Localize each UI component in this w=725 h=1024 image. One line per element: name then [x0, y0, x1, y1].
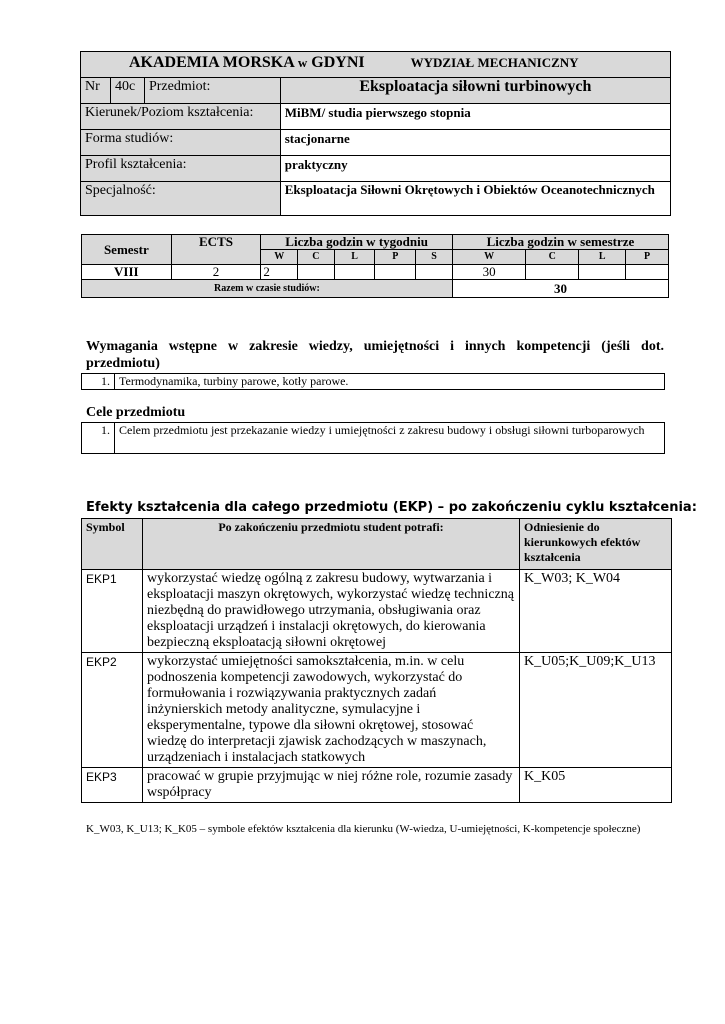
semester-header: Semestr: [82, 235, 172, 265]
effects-col-symbol: Symbol: [82, 519, 143, 570]
profile-label: Profil kształcenia:: [81, 156, 281, 182]
semester-col-w: W: [452, 250, 525, 265]
subject-label: Przedmiot:: [144, 78, 280, 104]
weekly-col-c: C: [298, 250, 335, 265]
hours-table: [81, 234, 669, 298]
footnote: K_W03, K_U13; K_K05 – symbole efektów kształcenia dla kierunku (W-wiedza, U-umiejętności, K-kompetencje społeczne): [86, 823, 641, 835]
effect-text: pracować w grupie przyjmując w niej różne role, rozumie zasady współpracy: [143, 768, 520, 803]
direction-value: MiBM/ studia pierwszego stopnia: [280, 104, 670, 130]
semester-value-l: [579, 265, 626, 280]
requirements-table: [81, 373, 665, 390]
effect-reference: K_W03; K_W04: [520, 570, 672, 653]
weekly-col-s: S: [416, 250, 453, 265]
course-header-table: [80, 51, 671, 216]
effect-text: wykorzystać wiedzę ogólną z zakresu budowy, wytwarzania i eksploatacji maszyn okrętowych, wykorzystać wiedzę techniczną niezbędną do prawidłowego utrzymania, obsługiwania oraz eksploatacji urządzeń i instalacji okrętowych, do kierowania bezpieczną eksploatacją siłowni okrętowej: [143, 570, 520, 653]
table-row: [82, 768, 672, 803]
weekly-col-w: W: [261, 250, 298, 265]
weekly-value-l: [334, 265, 375, 280]
effect-text: wykorzystać umiejętności samokształcenia, m.in. w celu podnoszenia kompetencji zawodowych, wykorzystać do formułowania i rozwiązywania praktycznych zadań inżynierskich metody analityczne, symulacyjne i eksperymentalne, typowe dla siłowni okrętowej, stosować wiedzę do interpretacji zjawisk zachodzących w maszynach, urządzeniach i instalacjach statkowych: [143, 653, 520, 768]
effect-symbol: EKP3: [82, 768, 143, 803]
requirement-number: 1.: [82, 374, 115, 390]
effect-reference: K_K05: [520, 768, 672, 803]
requirements-title: Wymagania wstępne w zakresie wiedzy, umiejętności i innych kompetencji (jeśli dot. przedmiotu): [86, 339, 664, 371]
table-row: [82, 570, 672, 653]
table-row: [82, 653, 672, 768]
semester-hours-header: Liczba godzin w semestrze: [452, 235, 668, 250]
semester-col-p: P: [626, 250, 669, 265]
nr-value: 40c: [110, 78, 144, 104]
title-cell: [81, 52, 671, 78]
weekly-value-p: [375, 265, 416, 280]
effect-symbol: EKP2: [82, 653, 143, 768]
semester-col-l: L: [579, 250, 626, 265]
faculty-name: WYDZIAŁ MECHANICZNY: [410, 55, 579, 70]
semester-value: VIII: [82, 265, 172, 280]
requirement-text: Termodynamika, turbiny parowe, kotły parowe.: [115, 374, 665, 390]
semester-col-c: C: [526, 250, 579, 265]
semester-value-p: [626, 265, 669, 280]
total-value: 30: [452, 280, 668, 298]
effect-symbol: EKP1: [82, 570, 143, 653]
weekly-hours-header: Liczba godzin w tygodniu: [261, 235, 453, 250]
goal-text: Celem przedmiotu jest przekazanie wiedzy i umiejętności z zakresu budowy i obsługi siłowni turboparowych: [115, 423, 665, 454]
list-item: [82, 423, 665, 454]
weekly-col-p: P: [375, 250, 416, 265]
direction-label: Kierunek/Poziom kształcenia:: [81, 104, 281, 130]
list-item: [82, 374, 665, 390]
specialty-label: Specjalność:: [81, 182, 281, 216]
form-value: stacjonarne: [280, 130, 670, 156]
weekly-col-l: L: [334, 250, 375, 265]
nr-label: Nr: [81, 78, 111, 104]
weekly-value-w: 2: [261, 265, 298, 280]
weekly-value-c: [298, 265, 335, 280]
ects-header: ECTS: [171, 235, 261, 265]
weekly-value-s: [416, 265, 453, 280]
effects-table: [81, 518, 672, 803]
effects-title: Efekty kształcenia dla całego przedmiotu (EKP) – po zakończeniu cyklu kształcenia:: [86, 500, 697, 515]
semester-value-c: [526, 265, 579, 280]
goals-table: [81, 422, 665, 454]
goal-number: 1.: [82, 423, 115, 454]
ects-value: 2: [171, 265, 261, 280]
specialty-value: Eksploatacja Siłowni Okrętowych i Obiektów Oceanotechnicznych: [280, 182, 670, 216]
effect-reference: K_U05;K_U09;K_U13: [520, 653, 672, 768]
subject-value: Eksploatacja siłowni turbinowych: [280, 78, 670, 104]
academy-name: AKADEMIA MORSKA w GDYNI: [129, 54, 365, 71]
profile-value: praktyczny: [280, 156, 670, 182]
effects-col-reference: Odniesienie do kierunkowych efektów kształcenia: [520, 519, 672, 570]
total-label: Razem w czasie studiów:: [82, 280, 453, 298]
semester-value-w: 30: [452, 265, 525, 280]
form-label: Forma studiów:: [81, 130, 281, 156]
effects-col-effect: Po zakończeniu przedmiotu student potrafi:: [143, 519, 520, 570]
goals-title: Cele przedmiotu: [86, 405, 186, 420]
